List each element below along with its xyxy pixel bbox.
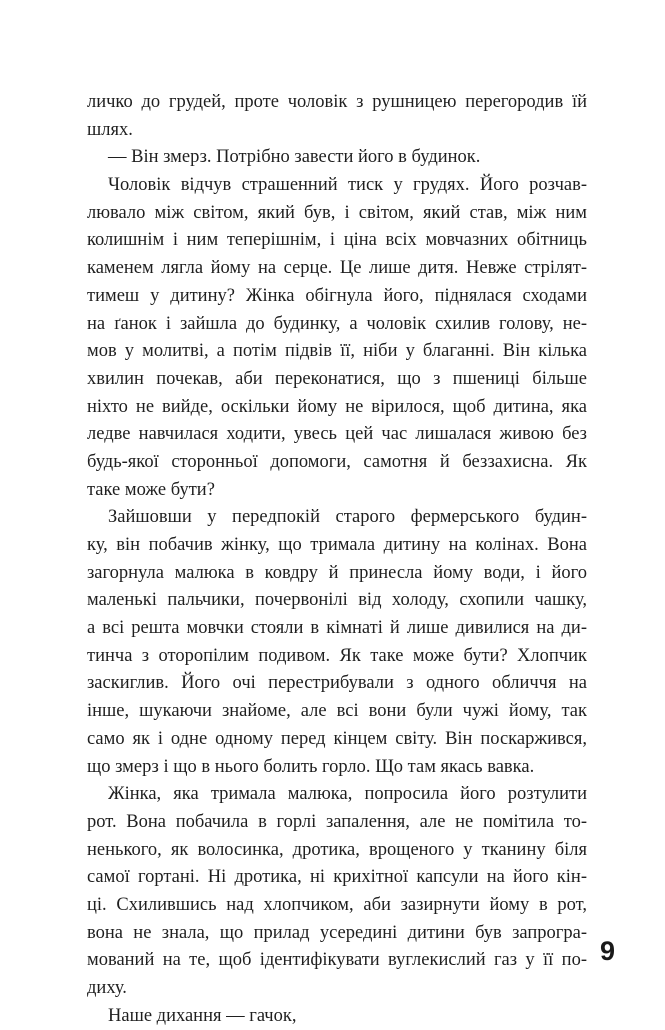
- text-line: будь-якої сторонньої допомоги, самотня й беззахисна. Як: [87, 451, 587, 472]
- text-line: таке може бути?: [87, 479, 215, 500]
- text-line: хвилин почекав, аби переконатися, що з пшениці більше: [87, 368, 587, 389]
- text-line: шлях.: [87, 119, 133, 140]
- text-line: ледве навчилася ходити, увесь цей час лишалася живою без: [87, 424, 587, 445]
- text-line: на ґанок і зайшла до будинку, а чоловік схилив голову, не-: [87, 313, 587, 334]
- text-line: Чоловік відчув страшенний тиск у грудях. Його розчав-: [108, 175, 587, 196]
- text-line: загорнула малюка в ковдру й принесла йому води, і його: [87, 562, 587, 583]
- text-line: колишнім і ним теперішнім, і ціна всіх мовчазних обітниць: [87, 230, 587, 251]
- text-line: каменем лягла йому на серце. Це лише дитя. Невже стрілят-: [87, 258, 587, 279]
- text-line: мов у молитві, а потім підвів її, ніби у благанні. Він кілька: [87, 341, 587, 362]
- text-line: личко до грудей, проте чоловік з рушницею перегородив їй: [87, 92, 587, 112]
- text-line: лювало між світом, який був, і світом, який став, між ним: [87, 202, 587, 223]
- text-line: маленькі пальчики, почервонілі від холоду, схопили чашку,: [87, 590, 587, 611]
- text-line: ці. Схилившись над хлопчиком, аби зазирнути йому в рот,: [87, 894, 587, 915]
- body-text: [87, 89, 587, 1030]
- text-line: ненького, як волосинка, дротика, врощеного у тканину біля: [87, 839, 587, 860]
- text-line: диху.: [87, 978, 127, 998]
- text-line: ку, він побачив жінку, що тримала дитину на колінах. Вона: [87, 535, 587, 555]
- text-line: тинча з оторопілим подивом. Як таке може бути? Хлопчик: [87, 645, 587, 666]
- text-line: — Він змерз. Потрібно завести його в будинок.: [108, 147, 481, 168]
- text-line: інше, шукаючи знайоме, але всі вони були чужі йому, так: [87, 701, 587, 722]
- text-line: мований на те, щоб ідентифікувати вуглекислий газ у її по-: [87, 950, 587, 971]
- text-line: вона не знала, що прилад усередині дитини був запрогра-: [87, 922, 587, 943]
- text-line: що змерз і що в нього болить горло. Що там якась вавка.: [87, 756, 535, 777]
- text-line: само як і одне одному перед кінцем світу. Він поскаржився,: [87, 728, 587, 749]
- text-line: Жінка, яка тримала малюка, попросила його розтулити: [108, 784, 587, 805]
- page-number: 9: [600, 936, 616, 966]
- text-line: заскиглив. Його очі перестрибували з одного обличчя на: [87, 673, 587, 694]
- text-line: ніхто не вийде, оскільки йому не вірилося, щоб дитина, яка: [87, 396, 587, 417]
- text-line: рот. Вона побачила в горлі запалення, але не помітила то-: [87, 811, 587, 832]
- text-line: а всі решта мовчки стояли в кімнаті й лише дивилися на ди-: [87, 618, 587, 639]
- text-line: самої гортані. Ні дротика, ні крихітної капсули на його кін-: [87, 867, 587, 888]
- text-line: Зайшовши у передпокій старого фермерського будин-: [108, 507, 587, 528]
- text-line: Наше дихання — гачок,: [108, 1005, 297, 1026]
- text-line: тимеш у дитину? Жінка обігнула його, піднялася сходами: [87, 285, 587, 306]
